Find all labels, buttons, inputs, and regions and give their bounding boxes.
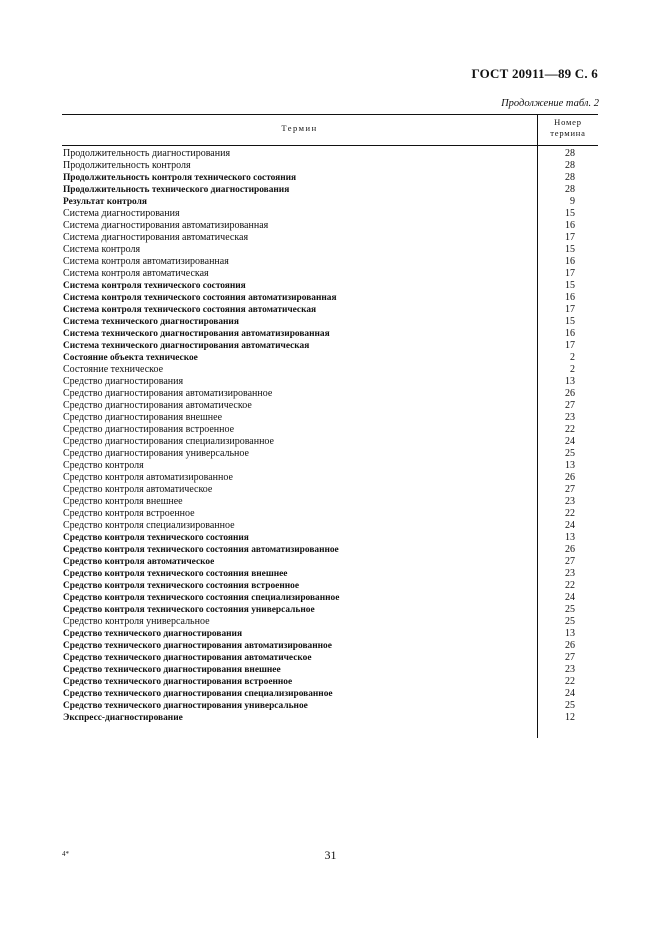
- term-number-cell: 16: [565, 256, 575, 267]
- table-row: [62, 628, 598, 640]
- term-number-cell: 24: [565, 688, 575, 699]
- column-header-number-line1: Номер: [554, 117, 582, 127]
- table-row: [62, 316, 598, 328]
- term-cell: Экспресс-диагностирование: [63, 713, 183, 723]
- table-row: [62, 292, 598, 304]
- term-cell: Продолжительность контроля: [63, 160, 191, 171]
- table-row: [62, 340, 598, 352]
- term-number-cell: 9: [570, 196, 575, 207]
- table-row: [62, 280, 598, 292]
- table-continuation-note: Продолжение табл. 2: [501, 98, 599, 109]
- table-row: [62, 664, 598, 676]
- table-row: [62, 244, 598, 256]
- table-row: [62, 604, 598, 616]
- table-row: [62, 268, 598, 280]
- table-row: [62, 460, 598, 472]
- table-row: [62, 448, 598, 460]
- table-row: [62, 364, 598, 376]
- term-cell: Средство контроля внешнее: [63, 496, 183, 507]
- term-number-cell: 12: [565, 712, 575, 723]
- term-number-cell: 28: [565, 148, 575, 159]
- table-row: [62, 400, 598, 412]
- term-cell: Средство диагностирования внешнее: [63, 412, 223, 423]
- term-cell: Продолжительность технического диагностирования: [63, 185, 290, 195]
- term-cell: Средство технического диагностирования специализированное: [63, 689, 333, 699]
- table-row: [62, 532, 598, 544]
- term-cell: Средство технического диагностирования внешнее: [63, 665, 281, 675]
- table-row: [62, 472, 598, 484]
- table-row: [62, 196, 598, 208]
- table-row: [62, 436, 598, 448]
- table-row: [62, 328, 598, 340]
- term-cell: Средство технического диагностирования: [63, 629, 243, 639]
- term-cell: Средство контроля технического состояния встроенное: [63, 581, 299, 591]
- table-row: [62, 640, 598, 652]
- term-number-cell: 24: [565, 520, 575, 531]
- term-cell: Система диагностирования: [63, 208, 180, 219]
- term-number-cell: 27: [565, 484, 575, 495]
- term-cell: Средство контроля технического состояния внешнее: [63, 569, 288, 579]
- table-row: [62, 412, 598, 424]
- term-number-cell: 16: [565, 220, 575, 231]
- term-number-cell: 22: [565, 676, 575, 687]
- table-row: [62, 496, 598, 508]
- column-header-term: Термин: [281, 123, 318, 133]
- term-cell: Состояние объекта техническое: [63, 353, 198, 363]
- term-number-cell: 28: [565, 160, 575, 171]
- term-number-cell: 22: [565, 580, 575, 591]
- term-number-cell: 28: [565, 184, 575, 195]
- term-number-cell: 15: [565, 244, 575, 255]
- table-row: [62, 388, 598, 400]
- term-cell: Средство контроля специализированное: [63, 520, 235, 531]
- table-row: [62, 160, 598, 172]
- term-number-cell: 15: [565, 316, 575, 327]
- term-number-cell: 28: [565, 172, 575, 183]
- table-row: [62, 172, 598, 184]
- term-number-cell: 27: [565, 556, 575, 567]
- term-number-cell: 23: [565, 412, 575, 423]
- term-cell: Средство контроля технического состояния: [63, 533, 249, 543]
- page-number: 31: [324, 848, 337, 862]
- table-top-rule: [62, 114, 598, 115]
- table-row: [62, 616, 598, 628]
- term-cell: Состояние техническое: [63, 364, 164, 375]
- term-cell: Средство технического диагностирования автоматическое: [63, 653, 312, 663]
- term-cell: Средство диагностирования: [63, 376, 184, 387]
- term-number-cell: 13: [565, 376, 575, 387]
- term-number-cell: 13: [565, 532, 575, 543]
- term-cell: Средство контроля универсальное: [63, 616, 210, 627]
- term-cell: Система контроля технического состояния автоматическая: [63, 305, 317, 315]
- table-row: [62, 556, 598, 568]
- term-cell: Система контроля автоматическая: [63, 268, 209, 279]
- term-number-cell: 24: [565, 436, 575, 447]
- term-cell: Средство контроля встроенное: [63, 508, 195, 519]
- term-number-cell: 26: [565, 388, 575, 399]
- term-cell: Продолжительность диагностирования: [63, 148, 231, 159]
- table-row: [62, 592, 598, 604]
- term-cell: Система диагностирования автоматическая: [63, 232, 249, 243]
- table-row: [62, 232, 598, 244]
- term-cell: Средство диагностирования специализированное: [63, 436, 274, 447]
- term-cell: Система контроля технического состояния: [63, 281, 246, 291]
- term-cell: Средство контроля автоматическое: [63, 484, 213, 495]
- term-number-cell: 24: [565, 592, 575, 603]
- term-cell: Средство контроля: [63, 460, 144, 471]
- table-row: [62, 304, 598, 316]
- term-cell: Средство диагностирования встроенное: [63, 424, 235, 435]
- term-number-cell: 17: [565, 304, 575, 315]
- term-cell: Система контроля: [63, 244, 141, 255]
- term-number-cell: 2: [570, 352, 575, 363]
- table-row: [62, 376, 598, 388]
- term-number-cell: 13: [565, 460, 575, 471]
- table-row: [62, 148, 598, 160]
- term-number-cell: 27: [565, 400, 575, 411]
- table-body: [62, 148, 598, 724]
- column-header-number: [538, 117, 598, 139]
- table-row: [62, 256, 598, 268]
- term-number-cell: 25: [565, 604, 575, 615]
- term-number-cell: 16: [565, 328, 575, 339]
- term-cell: Средство диагностирования автоматическое: [63, 400, 252, 411]
- term-cell: Система диагностирования автоматизированная: [63, 220, 269, 231]
- term-cell: Результат контроля: [63, 197, 147, 207]
- table-row: [62, 700, 598, 712]
- term-number-cell: 25: [565, 616, 575, 627]
- term-cell: Продолжительность контроля технического состояния: [63, 173, 297, 183]
- table-row: [62, 208, 598, 220]
- term-cell: Система технического диагностирования: [63, 317, 239, 327]
- term-cell: Средство контроля автоматическое: [63, 557, 215, 567]
- term-cell: Система контроля технического состояния автоматизированная: [63, 293, 337, 303]
- term-cell: Система контроля автоматизированная: [63, 256, 229, 267]
- term-cell: Средство технического диагностирования встроенное: [63, 677, 293, 687]
- term-number-cell: 17: [565, 232, 575, 243]
- term-number-cell: 25: [565, 700, 575, 711]
- term-number-cell: 15: [565, 208, 575, 219]
- term-cell: Средство технического диагностирования автоматизированное: [63, 641, 332, 651]
- term-number-cell: 25: [565, 448, 575, 459]
- term-number-cell: 26: [565, 640, 575, 651]
- term-number-cell: 27: [565, 652, 575, 663]
- term-number-cell: 17: [565, 340, 575, 351]
- term-cell: Система технического диагностирования автоматизированная: [63, 329, 330, 339]
- term-number-cell: 22: [565, 424, 575, 435]
- table-row: [62, 352, 598, 364]
- term-cell: Средство контроля технического состояния универсальное: [63, 605, 315, 615]
- term-cell: Средство технического диагностирования универсальное: [63, 701, 308, 711]
- term-cell: Средство контроля технического состояния специализированное: [63, 593, 340, 603]
- term-cell: Система технического диагностирования автоматическая: [63, 341, 310, 351]
- table-row: [62, 520, 598, 532]
- term-number-cell: 26: [565, 472, 575, 483]
- table-row: [62, 580, 598, 592]
- term-cell: Средство диагностирования автоматизированное: [63, 388, 273, 399]
- table-row: [62, 568, 598, 580]
- term-cell: Средство контроля технического состояния автоматизированное: [63, 545, 339, 555]
- term-cell: Средство контроля автоматизированное: [63, 472, 233, 483]
- table-row: [62, 676, 598, 688]
- terms-table: [62, 114, 598, 738]
- table-row: [62, 688, 598, 700]
- table-row: [62, 220, 598, 232]
- term-number-cell: 2: [570, 364, 575, 375]
- term-number-cell: 23: [565, 568, 575, 579]
- table-row: [62, 652, 598, 664]
- table-row: [62, 712, 598, 724]
- table-row: [62, 424, 598, 436]
- term-number-cell: 23: [565, 664, 575, 675]
- table-row: [62, 508, 598, 520]
- term-number-cell: 26: [565, 544, 575, 555]
- term-cell: Средство диагностирования универсальное: [63, 448, 249, 459]
- term-number-cell: 13: [565, 628, 575, 639]
- document-header: ГОСТ 20911—89 С. 6: [471, 66, 598, 81]
- term-number-cell: 16: [565, 292, 575, 303]
- term-number-cell: 15: [565, 280, 575, 291]
- table-row: [62, 544, 598, 556]
- term-number-cell: 17: [565, 268, 575, 279]
- column-header-number-line2: термина: [550, 128, 586, 138]
- table-row: [62, 484, 598, 496]
- term-number-cell: 22: [565, 508, 575, 519]
- table-row: [62, 184, 598, 196]
- term-number-cell: 23: [565, 496, 575, 507]
- footer-code: 4*: [62, 850, 69, 858]
- table-header-rule: [62, 145, 598, 146]
